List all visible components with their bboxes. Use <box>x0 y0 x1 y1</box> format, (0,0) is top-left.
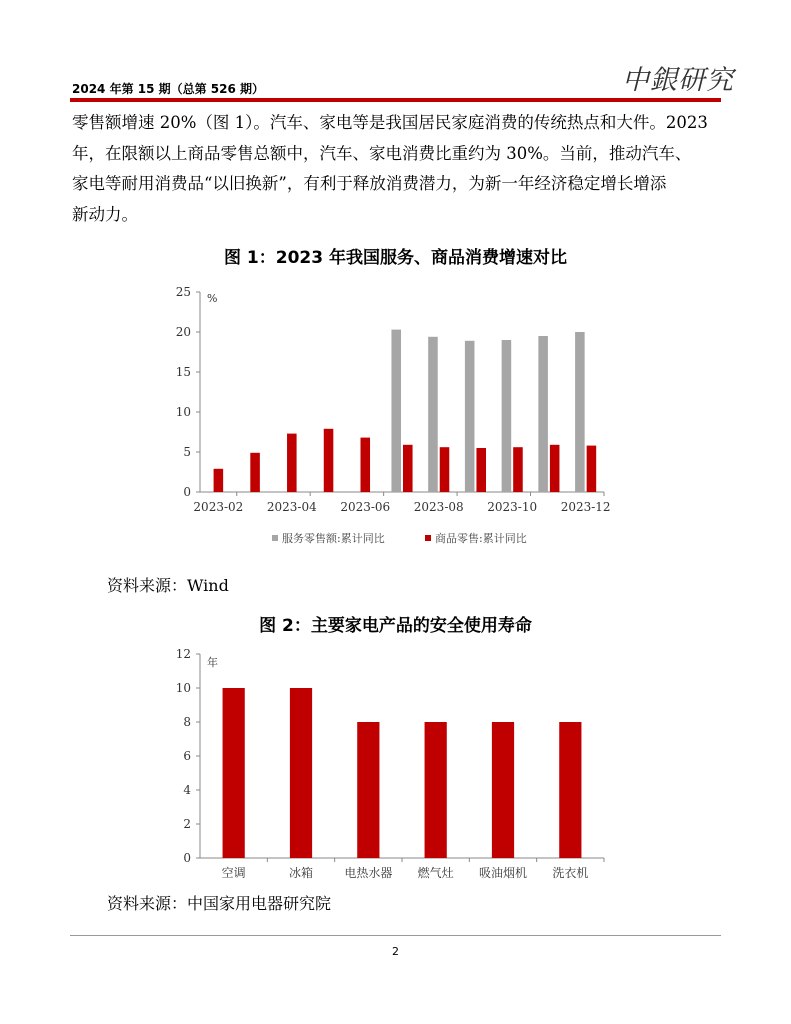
x-tick-label: 吸油烟机 <box>478 866 528 880</box>
x-tick-label: 2023-08 <box>413 500 464 514</box>
y-tick-label: 4 <box>183 783 191 797</box>
y-unit-label: % <box>207 292 218 305</box>
x-tick-label: 2023-04 <box>266 500 317 514</box>
y-tick-label: 6 <box>183 749 191 763</box>
x-tick-label: 2023-10 <box>487 500 538 514</box>
y-tick-label: 0 <box>183 851 191 865</box>
x-tick-label: 电热水器 <box>344 866 393 880</box>
body-line: 新动力。 <box>72 204 138 224</box>
x-tick-label: 2023-12 <box>560 500 611 514</box>
y-tick-label: 25 <box>175 285 191 299</box>
y-unit-label: 年 <box>207 656 218 669</box>
page-number: 2 <box>392 945 399 958</box>
bar-lifespan <box>223 688 245 858</box>
x-tick-label: 燃气灶 <box>417 866 454 880</box>
y-tick-label: 10 <box>175 405 191 419</box>
body-line: 零售额增速 20%（图 1）。汽车、家电等是我国居民家庭消费的传统热点和大件。2023 <box>72 113 708 132</box>
legend-label-goods: 商品零售:累计同比 <box>435 532 527 545</box>
bar-lifespan <box>492 722 514 858</box>
figure2-source: 资料来源：中国家用电器研究院 <box>107 894 332 913</box>
legend-label-service: 服务零售额:累计同比 <box>282 532 385 545</box>
y-tick-label: 12 <box>175 647 191 661</box>
bar-lifespan <box>290 688 312 858</box>
x-tick-label: 空调 <box>221 866 246 880</box>
y-tick-label: 0 <box>183 485 191 499</box>
bar-lifespan <box>559 722 581 858</box>
y-tick-label: 10 <box>175 681 191 695</box>
y-tick-label: 8 <box>183 715 191 729</box>
y-tick-label: 5 <box>183 445 191 459</box>
issue-label: 2024 年第 15 期（总第 526 期） <box>72 82 265 96</box>
y-tick-label: 2 <box>183 817 191 831</box>
footer-rule <box>70 935 721 936</box>
y-tick-label: 20 <box>175 325 191 339</box>
x-tick-label: 冰箱 <box>288 866 314 880</box>
figure1-source: 资料来源：Wind <box>107 576 229 595</box>
x-tick-label: 2023-06 <box>340 500 391 514</box>
bar-lifespan <box>357 722 379 858</box>
figure2-title: 图 2：主要家电产品的安全使用寿命 <box>259 616 532 636</box>
figure1-title: 图 1：2023 年我国服务、商品消费增速对比 <box>224 248 567 268</box>
x-tick-label: 洗衣机 <box>552 866 589 880</box>
y-tick-label: 15 <box>175 365 191 379</box>
body-line: 年，在限额以上商品零售总额中，汽车、家电消费比重约为 30%。当前，推动汽车、 <box>72 143 692 163</box>
body-line: 家电等耐用消费品“以旧换新”，有利于释放消费潜力，为新一年经济稳定增长增添 <box>72 174 667 193</box>
x-tick-label: 2023-02 <box>193 500 244 514</box>
bar-lifespan <box>425 722 447 858</box>
logo: 中銀研究 <box>622 65 734 96</box>
